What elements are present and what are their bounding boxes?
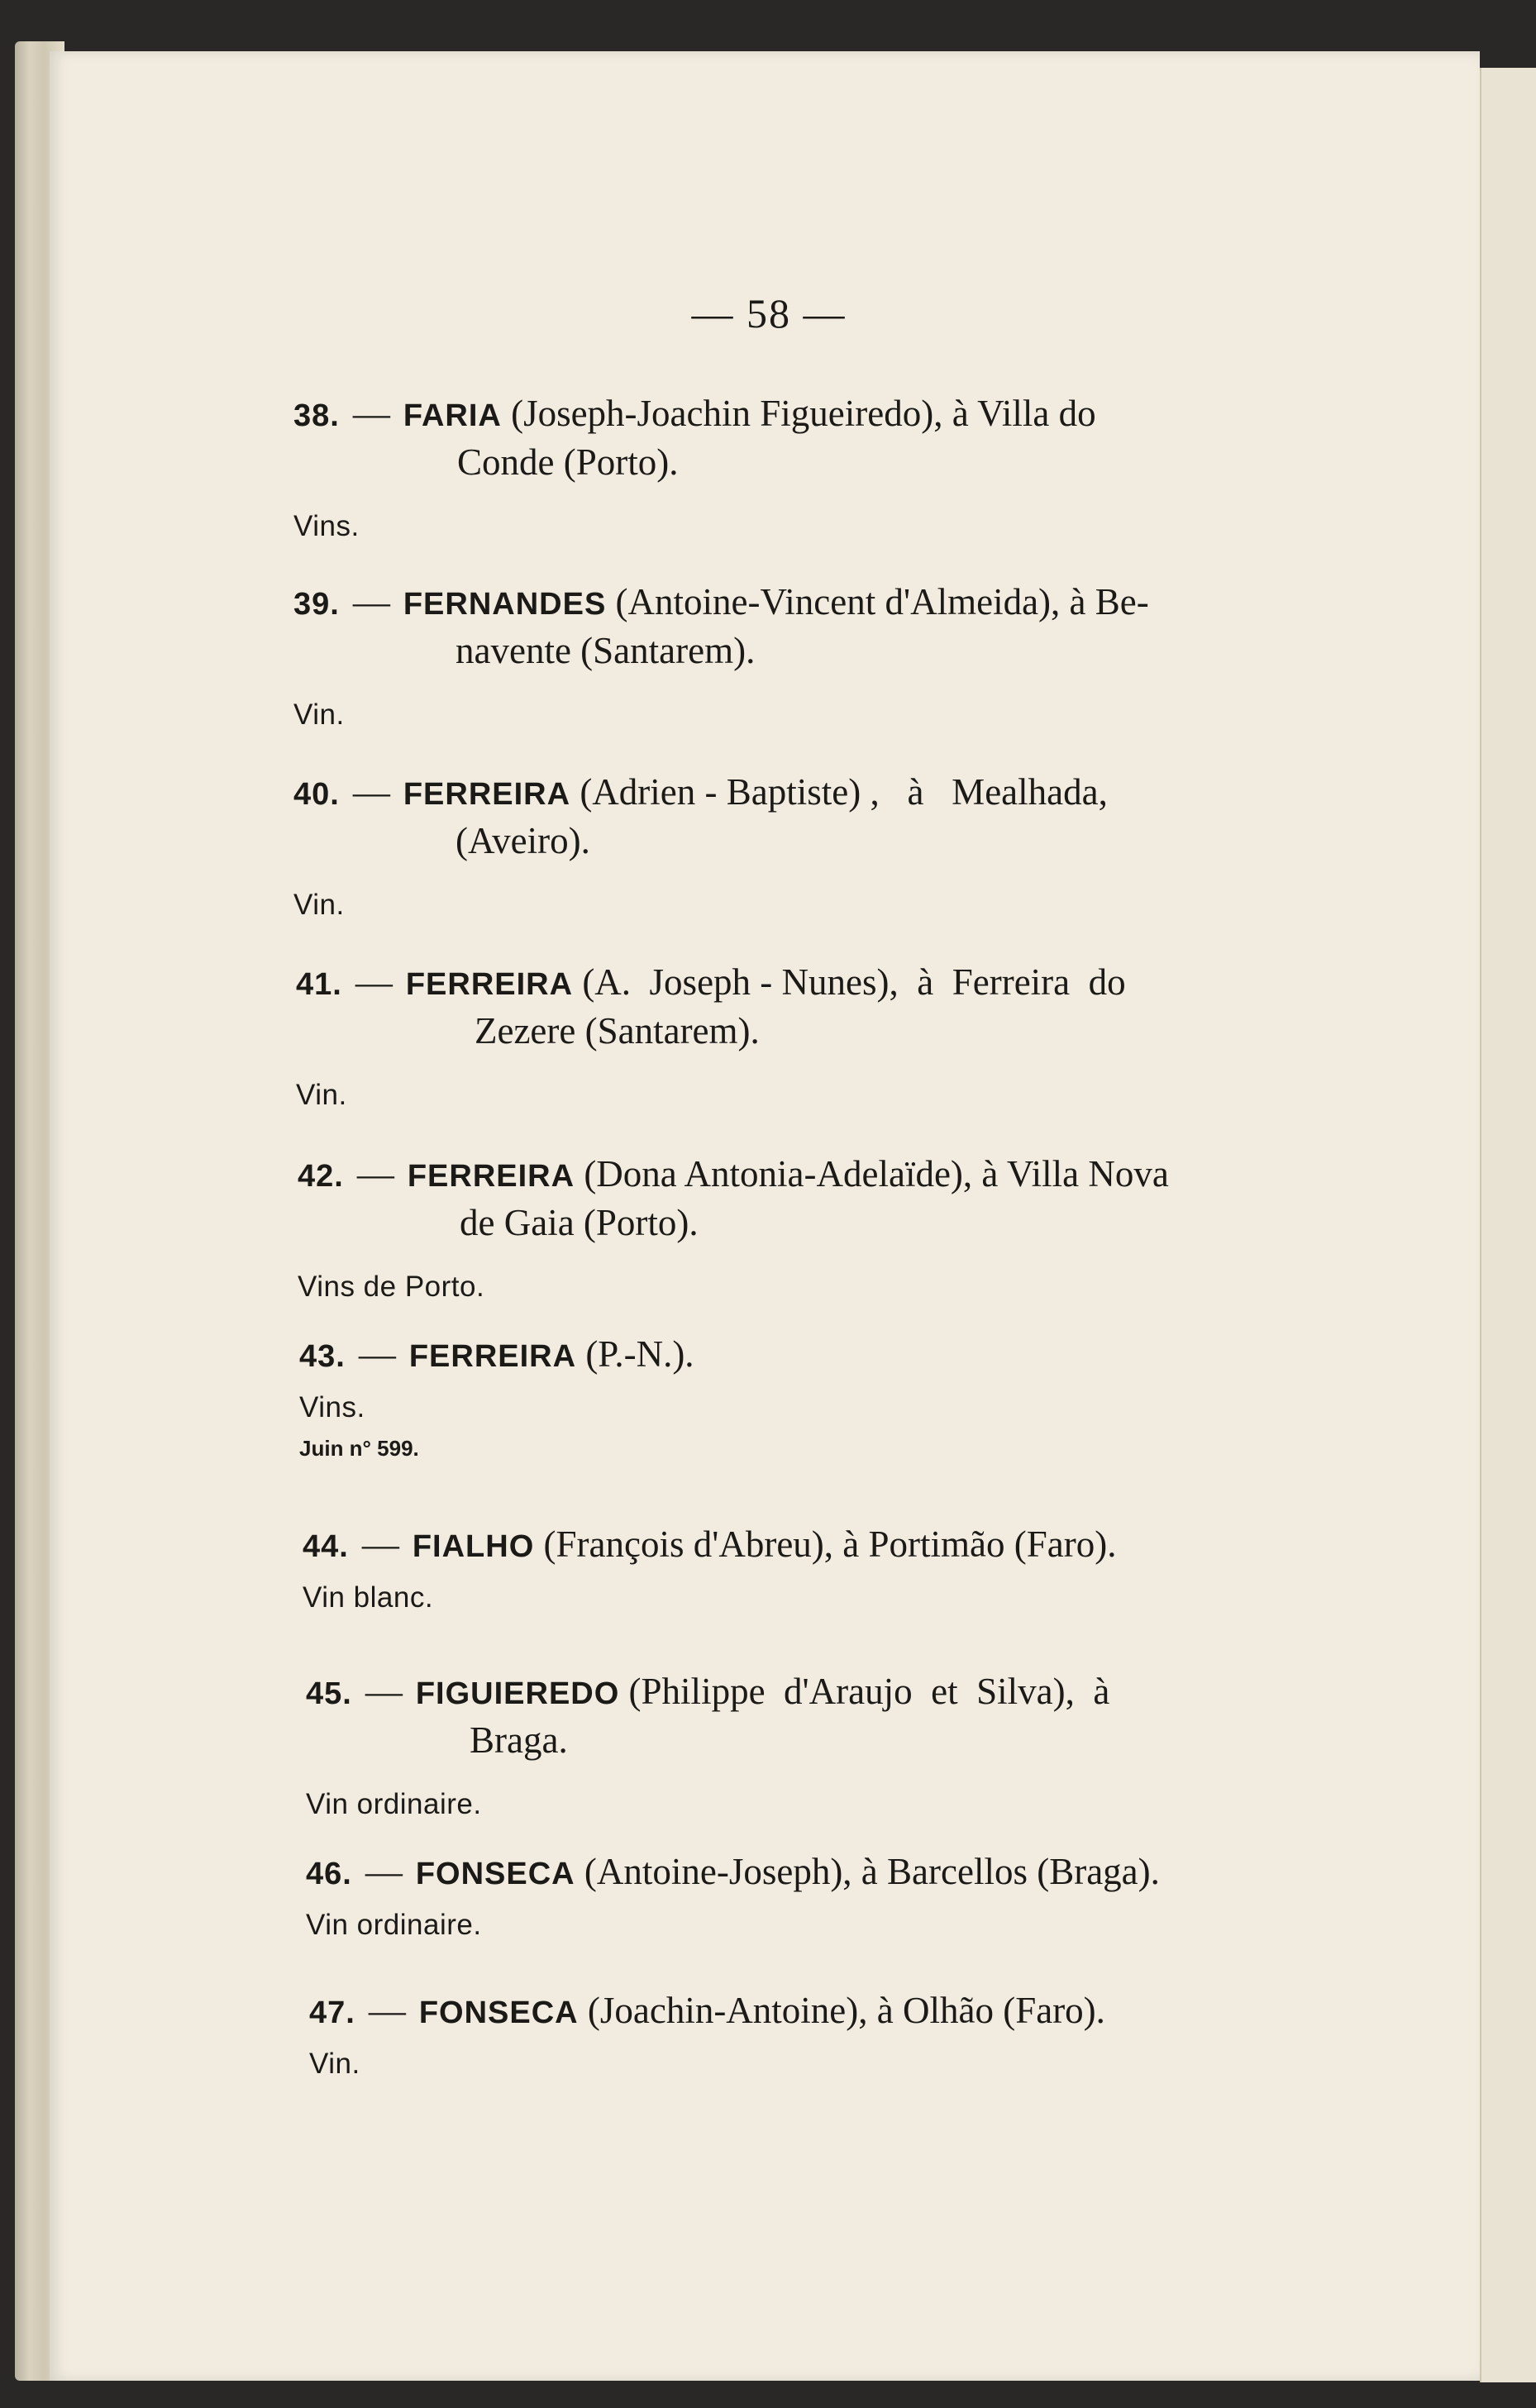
entry-note: Vin.	[309, 2048, 360, 2080]
entry-name: FARIA	[403, 398, 502, 433]
entry-number: 40.	[293, 777, 340, 812]
list-item: 42. — FERREIRA (Dona Antonia-Adelaïde), à Villa Nova de Gaia (Porto). Vins de Porto.	[298, 1153, 1169, 1303]
page-number: — 58 —	[691, 290, 847, 336]
entry-details: (Philippe d'Araujo et Silva), à	[628, 1671, 1110, 1712]
entry-details-continued: (Aveiro).	[456, 820, 590, 861]
list-item: 43. — FERREIRA (P.-N.). Vins. Juin n° 599.	[299, 1333, 694, 1461]
entry-number: 38.	[293, 398, 340, 433]
entry-number: 43.	[299, 1339, 346, 1374]
list-item: 44. — FIALHO (François d'Abreu), à Portimão (Faro). Vin blanc.	[303, 1523, 1117, 1614]
entry-note: Vin blanc.	[303, 1581, 434, 1614]
list-item: 46. — FONSECA (Antoine-Joseph), à Barcellos (Braga). Vin ordinaire.	[306, 1851, 1160, 1941]
entry-note: Vins.	[293, 510, 360, 542]
list-item: 40. — FERREIRA (Adrien - Baptiste) , à Mealhada, (Aveiro). Vin.	[293, 771, 1108, 921]
entry-note: Vin ordinaire.	[306, 1788, 482, 1820]
entry-name: FERREIRA	[405, 967, 574, 1002]
entry-name: FIGUIEREDO	[415, 1676, 620, 1711]
entry-name: FIALHO	[412, 1529, 535, 1564]
list-item: 47. — FONSECA (Joachin-Antoine), à Olhão (Faro). Vin.	[309, 1990, 1105, 2080]
entry-note: Vins de Porto.	[298, 1271, 485, 1303]
entry-details: (Joachin-Antoine), à Olhão (Faro).	[587, 1990, 1105, 2031]
entry-details: (Joseph-Joachin Figueiredo), à Villa do	[511, 393, 1096, 434]
entry-details: (Adrien - Baptiste) , à Mealhada,	[580, 771, 1108, 813]
entry-name: FERREIRA	[408, 1339, 577, 1374]
entry-number: 39.	[293, 587, 340, 622]
entry-name: FERNANDES	[403, 587, 607, 622]
entry-details-continued: Conde (Porto).	[457, 441, 679, 483]
list-item: 41. — FERREIRA (A. Joseph - Nunes), à Ferreira do Zezere (Santarem). Vin.	[296, 961, 1126, 1111]
list-item: 39. — FERNANDES (Antoine-Vincent d'Almeida), à Be- navente (Santarem). Vin.	[293, 581, 1149, 731]
entry-name: FERREIRA	[403, 777, 571, 812]
entry-details: (François d'Abreu), à Portimão (Faro).	[543, 1523, 1117, 1565]
entry-details: (Antoine-Vincent d'Almeida), à Be-	[615, 581, 1149, 622]
entry-note: Vins.	[299, 1391, 365, 1423]
entry-details: (P.-N.).	[585, 1333, 694, 1375]
entry-number: 42.	[298, 1159, 344, 1194]
entry-details-continued: de Gaia (Porto).	[460, 1202, 699, 1243]
entry-number: 45.	[306, 1676, 352, 1711]
entry-number: 44.	[303, 1529, 349, 1564]
entry-note: Vin.	[293, 699, 345, 731]
entry-details: (Dona Antonia-Adelaïde), à Villa Nova	[584, 1153, 1169, 1194]
entry-note: Vin.	[296, 1079, 347, 1111]
entry-details-continued: Zezere (Santarem).	[475, 1010, 760, 1051]
list-item: 38. — FARIA (Joseph-Joachin Figueiredo), à Villa do Conde (Porto). Vins.	[293, 393, 1096, 542]
entry-details: (Antoine-Joseph), à Barcellos (Braga).	[584, 1851, 1160, 1892]
entry-details-continued: Braga.	[470, 1719, 568, 1761]
entry-details: (A. Joseph - Nunes), à Ferreira do	[582, 961, 1126, 1003]
entry-details-continued: navente (Santarem).	[456, 630, 756, 671]
entry-subnote: Juin n° 599.	[299, 1436, 419, 1461]
entry-note: Vin ordinaire.	[306, 1909, 482, 1941]
entry-number: 46.	[306, 1857, 352, 1891]
entry-note: Vin.	[293, 889, 345, 921]
entry-name: FERREIRA	[407, 1159, 575, 1194]
entry-number: 41.	[296, 967, 342, 1002]
list-item: 45. — FIGUIEREDO (Philippe d'Araujo et Silva), à Braga. Vin ordinaire.	[306, 1671, 1110, 1820]
entry-number: 47.	[309, 1996, 355, 2030]
entry-name: FONSECA	[415, 1857, 575, 1891]
entry-name: FONSECA	[418, 1996, 579, 2030]
